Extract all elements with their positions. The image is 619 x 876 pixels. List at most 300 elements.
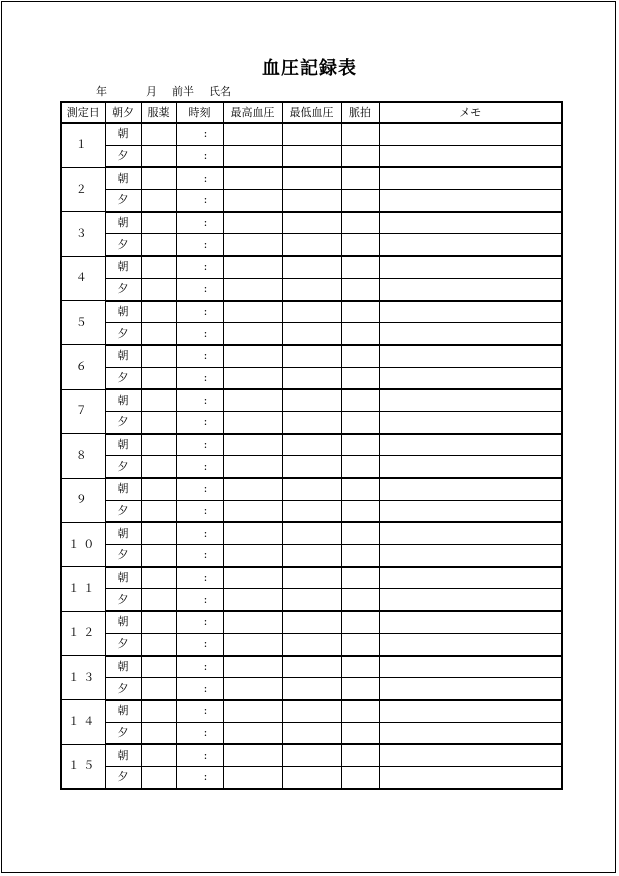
day-cell: ６	[61, 345, 105, 389]
period-cell: 朝	[105, 167, 141, 189]
time-cell[interactable]	[176, 256, 223, 278]
day-cell: ５	[61, 301, 105, 345]
memo-cell[interactable]	[379, 345, 562, 367]
table-row-evening	[61, 190, 562, 212]
time-separator: :	[203, 637, 208, 651]
time-separator: :	[203, 304, 208, 318]
medication-cell[interactable]	[141, 545, 176, 567]
diastolic-cell[interactable]	[282, 145, 341, 167]
period-cell: 朝	[105, 567, 141, 589]
time-cell[interactable]	[176, 389, 223, 411]
pulse-cell[interactable]	[341, 611, 379, 633]
table-row-evening	[61, 234, 562, 256]
day-cell: ２	[61, 167, 105, 211]
header-row	[61, 102, 562, 123]
systolic-cell[interactable]	[223, 278, 282, 300]
systolic-cell[interactable]	[223, 478, 282, 500]
systolic-cell[interactable]	[223, 456, 282, 478]
day-cell: ３	[61, 212, 105, 256]
time-separator: :	[203, 415, 208, 429]
header-pulse: 脈拍	[341, 102, 379, 123]
diastolic-cell[interactable]	[282, 700, 341, 722]
time-cell[interactable]	[176, 522, 223, 544]
memo-cell[interactable]	[379, 301, 562, 323]
pulse-cell[interactable]	[341, 744, 379, 766]
pulse-cell[interactable]	[341, 367, 379, 389]
time-separator: :	[203, 282, 208, 296]
time-separator: :	[203, 237, 208, 251]
medication-cell[interactable]	[141, 389, 176, 411]
medication-cell[interactable]	[141, 167, 176, 189]
header-date: 測定日	[61, 102, 105, 123]
time-separator: :	[203, 437, 208, 451]
time-cell[interactable]	[176, 633, 223, 655]
time-cell[interactable]	[176, 345, 223, 367]
memo-cell[interactable]	[379, 722, 562, 744]
time-separator: :	[203, 459, 208, 473]
table-row-morning	[61, 700, 562, 722]
pulse-cell[interactable]	[341, 123, 379, 145]
period-cell: 朝	[105, 611, 141, 633]
systolic-cell[interactable]	[223, 212, 282, 234]
pulse-cell[interactable]	[341, 500, 379, 522]
day-cell: １１	[61, 567, 105, 611]
memo-cell[interactable]	[379, 323, 562, 345]
memo-cell[interactable]	[379, 123, 562, 145]
medication-cell[interactable]	[141, 766, 176, 788]
time-cell[interactable]	[176, 411, 223, 433]
medication-cell[interactable]	[141, 212, 176, 234]
memo-cell[interactable]	[379, 278, 562, 300]
table-row-evening	[61, 145, 562, 167]
time-separator: :	[203, 659, 208, 673]
systolic-cell[interactable]	[223, 345, 282, 367]
medication-cell[interactable]	[141, 478, 176, 500]
pulse-cell[interactable]	[341, 545, 379, 567]
time-cell[interactable]	[176, 545, 223, 567]
table-row-morning	[61, 567, 562, 589]
diastolic-cell[interactable]	[282, 234, 341, 256]
memo-cell[interactable]	[379, 190, 562, 212]
systolic-cell[interactable]	[223, 500, 282, 522]
medication-cell[interactable]	[141, 345, 176, 367]
memo-cell[interactable]	[379, 589, 562, 611]
memo-cell[interactable]	[379, 656, 562, 678]
systolic-cell[interactable]	[223, 256, 282, 278]
diastolic-cell[interactable]	[282, 301, 341, 323]
table-row-evening	[61, 545, 562, 567]
memo-cell[interactable]	[379, 411, 562, 433]
systolic-cell[interactable]	[223, 611, 282, 633]
systolic-cell[interactable]	[223, 367, 282, 389]
time-separator: :	[203, 216, 208, 230]
diastolic-cell[interactable]	[282, 722, 341, 744]
pulse-cell[interactable]	[341, 167, 379, 189]
period-cell: 夕	[105, 190, 141, 212]
systolic-cell[interactable]	[223, 567, 282, 589]
time-separator: :	[203, 571, 208, 585]
diastolic-cell[interactable]	[282, 389, 341, 411]
memo-cell[interactable]	[379, 167, 562, 189]
month-label: 月	[146, 85, 157, 98]
table-row-morning	[61, 744, 562, 766]
medication-cell[interactable]	[141, 434, 176, 456]
time-cell[interactable]	[176, 744, 223, 766]
period-cell: 朝	[105, 478, 141, 500]
table-row-morning	[61, 389, 562, 411]
time-cell[interactable]	[176, 123, 223, 145]
time-cell[interactable]	[176, 722, 223, 744]
medication-cell[interactable]	[141, 456, 176, 478]
period-cell: 夕	[105, 411, 141, 433]
systolic-cell[interactable]	[223, 123, 282, 145]
time-separator: :	[203, 725, 208, 739]
time-cell[interactable]	[176, 301, 223, 323]
period-cell: 朝	[105, 123, 141, 145]
medication-cell[interactable]	[141, 500, 176, 522]
header-time: 時刻	[176, 102, 223, 123]
day-cell: １２	[61, 611, 105, 655]
time-cell[interactable]	[176, 434, 223, 456]
day-cell: １５	[61, 744, 105, 788]
systolic-cell[interactable]	[223, 589, 282, 611]
period-cell: 夕	[105, 456, 141, 478]
time-cell[interactable]	[176, 700, 223, 722]
pulse-cell[interactable]	[341, 478, 379, 500]
pulse-cell[interactable]	[341, 567, 379, 589]
time-cell[interactable]	[176, 478, 223, 500]
systolic-cell[interactable]	[223, 167, 282, 189]
time-cell[interactable]	[176, 766, 223, 788]
medication-cell[interactable]	[141, 611, 176, 633]
medication-cell[interactable]	[141, 722, 176, 744]
table-row-evening	[61, 367, 562, 389]
table-row-evening	[61, 456, 562, 478]
diastolic-cell[interactable]	[282, 190, 341, 212]
diastolic-cell[interactable]	[282, 545, 341, 567]
diastolic-cell[interactable]	[282, 766, 341, 788]
table-row-morning	[61, 522, 562, 544]
pulse-cell[interactable]	[341, 212, 379, 234]
pulse-cell[interactable]	[341, 301, 379, 323]
pulse-cell[interactable]	[341, 434, 379, 456]
diastolic-cell[interactable]	[282, 522, 341, 544]
blood-pressure-table	[60, 101, 563, 790]
pulse-cell[interactable]	[341, 589, 379, 611]
medication-cell[interactable]	[141, 323, 176, 345]
medication-cell[interactable]	[141, 256, 176, 278]
time-cell[interactable]	[176, 190, 223, 212]
time-cell[interactable]	[176, 500, 223, 522]
table-row-evening	[61, 411, 562, 433]
memo-cell[interactable]	[379, 367, 562, 389]
memo-cell[interactable]	[379, 744, 562, 766]
pulse-cell[interactable]	[341, 278, 379, 300]
period-cell: 夕	[105, 323, 141, 345]
pulse-cell[interactable]	[341, 522, 379, 544]
period-cell: 夕	[105, 633, 141, 655]
pulse-cell[interactable]	[341, 766, 379, 788]
period-cell: 夕	[105, 278, 141, 300]
memo-cell[interactable]	[379, 567, 562, 589]
time-separator: :	[203, 504, 208, 518]
pulse-cell[interactable]	[341, 633, 379, 655]
memo-cell[interactable]	[379, 234, 562, 256]
name-label: 氏名	[209, 85, 231, 98]
memo-cell[interactable]	[379, 700, 562, 722]
table-row-morning	[61, 345, 562, 367]
systolic-cell[interactable]	[223, 700, 282, 722]
table-row-morning	[61, 434, 562, 456]
medication-cell[interactable]	[141, 567, 176, 589]
table-row-morning	[61, 611, 562, 633]
time-cell[interactable]	[176, 367, 223, 389]
pulse-cell[interactable]	[341, 678, 379, 700]
diastolic-cell[interactable]	[282, 456, 341, 478]
header-systolic: 最高血圧	[223, 102, 282, 123]
table-row-morning	[61, 301, 562, 323]
year-label: 年	[96, 85, 107, 98]
medication-cell[interactable]	[141, 522, 176, 544]
memo-cell[interactable]	[379, 145, 562, 167]
period-cell: 朝	[105, 744, 141, 766]
systolic-cell[interactable]	[223, 678, 282, 700]
diastolic-cell[interactable]	[282, 500, 341, 522]
time-cell[interactable]	[176, 167, 223, 189]
systolic-cell[interactable]	[223, 766, 282, 788]
period-cell: 夕	[105, 500, 141, 522]
day-cell: ７	[61, 389, 105, 433]
time-cell[interactable]	[176, 234, 223, 256]
medication-cell[interactable]	[141, 123, 176, 145]
time-separator: :	[203, 704, 208, 718]
memo-cell[interactable]	[379, 545, 562, 567]
table-row-evening	[61, 678, 562, 700]
period-cell: 朝	[105, 522, 141, 544]
systolic-cell[interactable]	[223, 389, 282, 411]
pulse-cell[interactable]	[341, 656, 379, 678]
systolic-cell[interactable]	[223, 434, 282, 456]
systolic-cell[interactable]	[223, 190, 282, 212]
header-medication: 服薬	[141, 102, 176, 123]
day-cell: ９	[61, 478, 105, 522]
memo-cell[interactable]	[379, 766, 562, 788]
table-row-morning	[61, 478, 562, 500]
half-label: 前半	[172, 85, 194, 98]
period-cell: 夕	[105, 766, 141, 788]
memo-cell[interactable]	[379, 633, 562, 655]
time-separator: :	[203, 748, 208, 762]
period-cell: 朝	[105, 301, 141, 323]
pulse-cell[interactable]	[341, 345, 379, 367]
time-separator: :	[203, 171, 208, 185]
header-diastolic: 最低血圧	[282, 102, 341, 123]
pulse-cell[interactable]	[341, 145, 379, 167]
diastolic-cell[interactable]	[282, 167, 341, 189]
time-cell[interactable]	[176, 145, 223, 167]
systolic-cell[interactable]	[223, 301, 282, 323]
medication-cell[interactable]	[141, 278, 176, 300]
time-separator: :	[203, 548, 208, 562]
diastolic-cell[interactable]	[282, 567, 341, 589]
header-period: 朝夕	[105, 102, 141, 123]
medication-cell[interactable]	[141, 633, 176, 655]
memo-cell[interactable]	[379, 611, 562, 633]
memo-cell[interactable]	[379, 500, 562, 522]
memo-cell[interactable]	[379, 256, 562, 278]
time-separator: :	[203, 615, 208, 629]
time-separator: :	[203, 482, 208, 496]
table-row-morning	[61, 167, 562, 189]
systolic-cell[interactable]	[223, 656, 282, 678]
time-separator: :	[203, 193, 208, 207]
time-separator: :	[203, 127, 208, 141]
day-cell: １０	[61, 522, 105, 566]
time-cell[interactable]	[176, 589, 223, 611]
page-title: 血圧記録表	[262, 58, 357, 79]
systolic-cell[interactable]	[223, 234, 282, 256]
medication-cell[interactable]	[141, 301, 176, 323]
diastolic-cell[interactable]	[282, 345, 341, 367]
time-cell[interactable]	[176, 611, 223, 633]
table-body	[61, 123, 562, 789]
systolic-cell[interactable]	[223, 411, 282, 433]
medication-cell[interactable]	[141, 656, 176, 678]
diastolic-cell[interactable]	[282, 434, 341, 456]
memo-cell[interactable]	[379, 522, 562, 544]
pulse-cell[interactable]	[341, 190, 379, 212]
diastolic-cell[interactable]	[282, 589, 341, 611]
medication-cell[interactable]	[141, 190, 176, 212]
header-memo: メモ	[379, 102, 562, 123]
time-cell[interactable]	[176, 456, 223, 478]
diastolic-cell[interactable]	[282, 744, 341, 766]
systolic-cell[interactable]	[223, 633, 282, 655]
table-row-evening	[61, 589, 562, 611]
time-separator: :	[203, 149, 208, 163]
medication-cell[interactable]	[141, 589, 176, 611]
table-row-evening	[61, 633, 562, 655]
time-separator: :	[203, 349, 208, 363]
diastolic-cell[interactable]	[282, 278, 341, 300]
medication-cell[interactable]	[141, 145, 176, 167]
time-cell[interactable]	[176, 567, 223, 589]
diastolic-cell[interactable]	[282, 678, 341, 700]
time-cell[interactable]	[176, 656, 223, 678]
systolic-cell[interactable]	[223, 323, 282, 345]
diastolic-cell[interactable]	[282, 367, 341, 389]
systolic-cell[interactable]	[223, 744, 282, 766]
diastolic-cell[interactable]	[282, 478, 341, 500]
medication-cell[interactable]	[141, 678, 176, 700]
table-row-evening	[61, 766, 562, 788]
period-cell: 朝	[105, 700, 141, 722]
diastolic-cell[interactable]	[282, 323, 341, 345]
time-cell[interactable]	[176, 278, 223, 300]
period-cell: 夕	[105, 367, 141, 389]
time-cell[interactable]	[176, 323, 223, 345]
time-separator: :	[203, 260, 208, 274]
diastolic-cell[interactable]	[282, 656, 341, 678]
day-cell: ８	[61, 434, 105, 478]
memo-cell[interactable]	[379, 389, 562, 411]
table-row-evening	[61, 278, 562, 300]
period-cell: 夕	[105, 545, 141, 567]
table-row-morning	[61, 212, 562, 234]
diastolic-cell[interactable]	[282, 611, 341, 633]
memo-cell[interactable]	[379, 212, 562, 234]
table-row-evening	[61, 323, 562, 345]
period-cell: 朝	[105, 256, 141, 278]
pulse-cell[interactable]	[341, 411, 379, 433]
medication-cell[interactable]	[141, 411, 176, 433]
table-row-evening	[61, 500, 562, 522]
systolic-cell[interactable]	[223, 722, 282, 744]
memo-cell[interactable]	[379, 678, 562, 700]
systolic-cell[interactable]	[223, 522, 282, 544]
medication-cell[interactable]	[141, 744, 176, 766]
period-cell: 朝	[105, 434, 141, 456]
period-cell: 夕	[105, 145, 141, 167]
time-separator: :	[203, 681, 208, 695]
period-cell: 夕	[105, 722, 141, 744]
time-separator: :	[203, 326, 208, 340]
table-row-morning	[61, 656, 562, 678]
pulse-cell[interactable]	[341, 456, 379, 478]
table-row-morning	[61, 123, 562, 145]
medication-cell[interactable]	[141, 234, 176, 256]
period-cell: 夕	[105, 589, 141, 611]
period-cell: 朝	[105, 345, 141, 367]
diastolic-cell[interactable]	[282, 123, 341, 145]
day-cell: ４	[61, 256, 105, 300]
day-cell: １４	[61, 700, 105, 744]
time-separator: :	[203, 393, 208, 407]
medication-cell[interactable]	[141, 367, 176, 389]
diastolic-cell[interactable]	[282, 411, 341, 433]
period-cell: 朝	[105, 656, 141, 678]
period-cell: 夕	[105, 678, 141, 700]
pulse-cell[interactable]	[341, 256, 379, 278]
time-separator: :	[203, 526, 208, 540]
memo-cell[interactable]	[379, 434, 562, 456]
period-cell: 朝	[105, 212, 141, 234]
day-cell: １	[61, 123, 105, 167]
time-separator: :	[203, 592, 208, 606]
time-separator: :	[203, 370, 208, 384]
pulse-cell[interactable]	[341, 389, 379, 411]
time-separator: :	[203, 770, 208, 784]
memo-cell[interactable]	[379, 478, 562, 500]
diastolic-cell[interactable]	[282, 256, 341, 278]
period-cell: 夕	[105, 234, 141, 256]
day-cell: １３	[61, 656, 105, 700]
table-row-morning	[61, 256, 562, 278]
pulse-cell[interactable]	[341, 234, 379, 256]
diastolic-cell[interactable]	[282, 212, 341, 234]
systolic-cell[interactable]	[223, 545, 282, 567]
systolic-cell[interactable]	[223, 145, 282, 167]
time-cell[interactable]	[176, 678, 223, 700]
pulse-cell[interactable]	[341, 323, 379, 345]
pulse-cell[interactable]	[341, 700, 379, 722]
medication-cell[interactable]	[141, 700, 176, 722]
pulse-cell[interactable]	[341, 722, 379, 744]
memo-cell[interactable]	[379, 456, 562, 478]
table-row-evening	[61, 722, 562, 744]
time-cell[interactable]	[176, 212, 223, 234]
diastolic-cell[interactable]	[282, 633, 341, 655]
